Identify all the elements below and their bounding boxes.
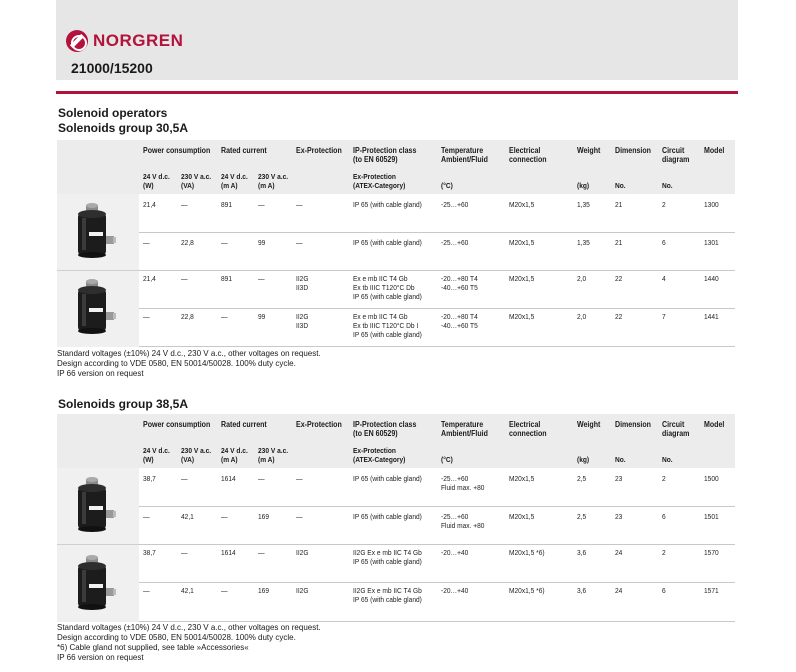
cell-power-24vdc: —: [143, 586, 150, 595]
subheader-24vdc-w: 24 V d.c.: [143, 172, 170, 181]
cell-temperature: -25…+60: [441, 474, 469, 483]
cell-weight: 1,35: [577, 200, 590, 209]
subheader-230vac-va: 230 V a.c.: [181, 446, 212, 455]
column-header-ex-protection: Ex-Protection: [296, 420, 342, 429]
cell-temperature: -25…+60: [441, 200, 469, 209]
column-header-dimension: Dimension: [615, 146, 651, 155]
subheader-ex-protection: Ex-Protection: [353, 172, 396, 181]
cell-power-230vac: 42,1: [181, 586, 194, 595]
cell-ex-protection-2: II3D: [296, 321, 309, 330]
column-header-current: Rated current: [221, 420, 267, 429]
cell-current-230vac: —: [258, 200, 265, 209]
cell-power-230vac: —: [181, 274, 188, 283]
cell-electrical-connection: M20x1,5 *6): [509, 548, 545, 557]
column-header-current: Rated current: [221, 146, 267, 155]
cell-ip-class: IP 65 (with cable gland): [353, 512, 422, 521]
cell-temperature-2: -40…+60 T5: [441, 321, 478, 330]
cell-current-24vdc: —: [221, 238, 228, 247]
cell-electrical-connection: M20x1,5: [509, 200, 535, 209]
subheader-unit-va: (VA): [181, 181, 195, 190]
cell-ex-protection: II2G: [296, 312, 309, 321]
subheader-230vac-va: 230 V a.c.: [181, 172, 212, 181]
note-line: IP 66 version on request: [57, 369, 144, 378]
cell-temperature: -20…+80 T4: [441, 274, 478, 283]
column-header-dimension: Dimension: [615, 420, 651, 429]
cell-ip-class: IP 65 (with cable gland): [353, 200, 422, 209]
cell-electrical-connection: M20x1,5 *6): [509, 586, 545, 595]
cell-power-24vdc: —: [143, 238, 150, 247]
note-line: Design according to VDE 0580, EN 50014/50028. 100% duty cycle.: [57, 359, 296, 368]
cell-ip-class-3: IP 65 (with cable gland): [353, 330, 422, 339]
note-line: Standard voltages (±10%) 24 V d.c., 230 V a.c., other voltages on request.: [57, 623, 321, 632]
cell-model: 1301: [704, 238, 719, 247]
cell-weight: 2,5: [577, 474, 587, 483]
subheader-unit-no: No.: [615, 455, 626, 464]
cell-power-230vac: —: [181, 548, 188, 557]
column-header-ex-protection: Ex-Protection: [296, 146, 342, 155]
section-title: Solenoid operators: [58, 106, 168, 120]
note-line: IP 66 version on request: [57, 653, 144, 662]
cell-current-24vdc: 891: [221, 200, 233, 209]
subheader-unit-w: (W): [143, 181, 154, 190]
note-line: Standard voltages (±10%) 24 V d.c., 230 V a.c., other voltages on request.: [57, 349, 321, 358]
solenoid-coil-icon: [73, 278, 117, 338]
subheader-unit-celsius: (°C): [441, 181, 453, 190]
subheader-24vdc-ma: 24 V d.c.: [221, 446, 248, 455]
subheader-ex-protection: Ex-Protection: [353, 446, 396, 455]
cell-temperature: -25…+60: [441, 512, 469, 521]
cell-dimension: 24: [615, 586, 623, 595]
cell-power-24vdc: 38,7: [143, 474, 156, 483]
subheader-unit-celsius: (°C): [441, 455, 453, 464]
cell-power-24vdc: —: [143, 512, 150, 521]
cell-temperature: -25…+60: [441, 238, 469, 247]
solenoid-table-38-5a: [57, 414, 735, 622]
cell-current-230vac: —: [258, 548, 265, 557]
cell-ip-class-2: IP 65 (with cable gland): [353, 595, 422, 604]
column-header-ip-class: IP-Protection class: [353, 146, 417, 155]
cell-dimension: 23: [615, 512, 623, 521]
subheader-unit-no-2: No.: [662, 181, 673, 190]
column-header-model: Model: [704, 420, 725, 429]
subheader-unit-no: No.: [615, 181, 626, 190]
cell-ip-class-2: Ex tb IIIC T120°C Db: [353, 283, 415, 292]
column-header-circuit-sub: diagram: [662, 155, 690, 164]
cell-current-24vdc: 1614: [221, 548, 236, 557]
cell-temperature: -20…+80 T4: [441, 312, 478, 321]
column-header-electrical-sub: connection: [509, 155, 547, 164]
cell-ex-protection: —: [296, 200, 303, 209]
cell-dimension: 22: [615, 274, 623, 283]
column-header-ip-class: IP-Protection class: [353, 420, 417, 429]
cell-ip-class: Ex e mb IIC T4 Gb: [353, 312, 408, 321]
subheader-unit-no-2: No.: [662, 455, 673, 464]
cell-current-24vdc: 891: [221, 274, 233, 283]
subheader-24vdc-w: 24 V d.c.: [143, 446, 170, 455]
cell-current-230vac: 169: [258, 512, 270, 521]
column-header-weight: Weight: [577, 146, 601, 155]
cell-model: 1441: [704, 312, 719, 321]
cell-ex-protection: II2G: [296, 548, 309, 557]
cell-current-230vac: 99: [258, 238, 266, 247]
cell-ex-protection: —: [296, 512, 303, 521]
cell-dimension: 23: [615, 474, 623, 483]
cell-circuit-diagram: 2: [662, 200, 666, 209]
cell-current-24vdc: —: [221, 586, 228, 595]
cell-weight: 3,6: [577, 586, 587, 595]
cell-model: 1501: [704, 512, 719, 521]
model-code: 21000/15200: [71, 60, 153, 76]
cell-ex-protection: II2G: [296, 274, 309, 283]
cell-weight: 3,6: [577, 548, 587, 557]
cell-power-24vdc: 38,7: [143, 548, 156, 557]
subheader-unit-ma: (m A): [221, 181, 238, 190]
cell-power-230vac: —: [181, 200, 188, 209]
cell-power-230vac: 42,1: [181, 512, 194, 521]
cell-power-24vdc: 21,4: [143, 274, 156, 283]
cell-weight: 2,5: [577, 512, 587, 521]
section-subtitle: Solenoids group 30,5A: [58, 121, 189, 135]
subheader-atex-category: (ATEX-Category): [353, 181, 406, 190]
cell-temperature-2: -40…+60 T5: [441, 283, 478, 292]
cell-ip-class: II2G Ex e mb IIC T4 Gb: [353, 586, 422, 595]
cell-circuit-diagram: 6: [662, 512, 666, 521]
cell-dimension: 22: [615, 312, 623, 321]
column-header-electrical: Electrical: [509, 420, 541, 429]
cell-current-24vdc: 1614: [221, 474, 236, 483]
brand-logo: [66, 30, 183, 52]
cell-ip-class: II2G Ex e mb IIC T4 Gb: [353, 548, 422, 557]
subheader-unit-ma-2: (m A): [258, 181, 275, 190]
divider: [56, 91, 738, 94]
column-header-circuit-sub: diagram: [662, 429, 690, 438]
note-line: Design according to VDE 0580, EN 50014/50028. 100% duty cycle.: [57, 633, 296, 642]
notes-table1: [57, 349, 321, 379]
cell-ex-protection: —: [296, 474, 303, 483]
cell-ip-class-2: IP 65 (with cable gland): [353, 557, 422, 566]
cell-circuit-diagram: 4: [662, 274, 666, 283]
cell-circuit-diagram: 6: [662, 238, 666, 247]
column-header-electrical-sub: connection: [509, 429, 547, 438]
column-header-temperature-sub: Ambient/Fluid: [441, 429, 488, 438]
cell-current-24vdc: —: [221, 312, 228, 321]
subheader-unit-ma: (m A): [221, 455, 238, 464]
cell-ex-protection: II2G: [296, 586, 309, 595]
section-title-2: Solenoids group 38,5A: [58, 397, 189, 411]
cell-temperature-2: Fluid max. +80: [441, 521, 485, 530]
cell-power-230vac: —: [181, 474, 188, 483]
note-line: *6) Cable gland not supplied, see table »Accessories«: [57, 643, 249, 652]
cell-weight: 2,0: [577, 312, 587, 321]
cell-model: 1300: [704, 200, 719, 209]
cell-current-230vac: —: [258, 274, 265, 283]
subheader-unit-va: (VA): [181, 455, 195, 464]
cell-ip-class-3: IP 65 (with cable gland): [353, 292, 422, 301]
cell-model: 1440: [704, 274, 719, 283]
cell-ip-class: IP 65 (with cable gland): [353, 474, 422, 483]
subheader-24vdc-ma: 24 V d.c.: [221, 172, 248, 181]
subheader-unit-kg: (kg): [577, 455, 590, 464]
cell-ip-class: IP 65 (with cable gland): [353, 238, 422, 247]
cell-ip-class: Ex e mb IIC T4 Gb: [353, 274, 408, 283]
solenoid-coil-icon: [73, 202, 117, 262]
cell-dimension: 24: [615, 548, 623, 557]
cell-model: 1500: [704, 474, 719, 483]
cell-electrical-connection: M20x1,5: [509, 238, 535, 247]
cell-dimension: 21: [615, 238, 623, 247]
column-header-power: Power consumption: [143, 420, 211, 429]
cell-power-24vdc: 21,4: [143, 200, 156, 209]
cell-model: 1571: [704, 586, 719, 595]
cell-temperature-2: Fluid max. +80: [441, 483, 485, 492]
column-header-circuit: Circuit: [662, 146, 685, 155]
norgren-logo-icon: [66, 30, 88, 52]
column-header-temperature: Temperature: [441, 146, 484, 155]
subheader-atex-category: (ATEX-Category): [353, 455, 406, 464]
cell-current-230vac: 169: [258, 586, 270, 595]
column-header-model: Model: [704, 146, 725, 155]
cell-electrical-connection: M20x1,5: [509, 274, 535, 283]
notes-table2: [57, 623, 321, 663]
cell-weight: 1,35: [577, 238, 590, 247]
cell-temperature: -20…+40: [441, 586, 469, 595]
cell-temperature: -20…+40: [441, 548, 469, 557]
subheader-230vac-ma: 230 V a.c.: [258, 172, 289, 181]
cell-current-24vdc: —: [221, 512, 228, 521]
cell-electrical-connection: M20x1,5: [509, 512, 535, 521]
cell-current-230vac: 99: [258, 312, 266, 321]
cell-power-24vdc: —: [143, 312, 150, 321]
column-header-circuit: Circuit: [662, 420, 685, 429]
column-header-electrical: Electrical: [509, 146, 541, 155]
column-header-temperature: Temperature: [441, 420, 484, 429]
cell-circuit-diagram: 2: [662, 474, 666, 483]
cell-electrical-connection: M20x1,5: [509, 474, 535, 483]
cell-ip-class-2: Ex tb IIIC T120°C Db I: [353, 321, 419, 330]
cell-power-230vac: 22,8: [181, 312, 194, 321]
subheader-unit-kg: (kg): [577, 181, 590, 190]
cell-ex-protection-2: II3D: [296, 283, 309, 292]
column-header-power: Power consumption: [143, 146, 211, 155]
cell-circuit-diagram: 2: [662, 548, 666, 557]
cell-circuit-diagram: 6: [662, 586, 666, 595]
column-header-ip-class-norm: (to EN 60529): [353, 429, 398, 438]
cell-electrical-connection: M20x1,5: [509, 312, 535, 321]
column-header-temperature-sub: Ambient/Fluid: [441, 155, 488, 164]
solenoid-table-30-5a: [57, 140, 735, 347]
subheader-unit-w: (W): [143, 455, 154, 464]
cell-dimension: 21: [615, 200, 623, 209]
cell-power-230vac: 22,8: [181, 238, 194, 247]
column-header-ip-class-norm: (to EN 60529): [353, 155, 398, 164]
cell-current-230vac: —: [258, 474, 265, 483]
cell-model: 1570: [704, 548, 719, 557]
cell-weight: 2,0: [577, 274, 587, 283]
solenoid-coil-icon: [73, 476, 117, 536]
cell-circuit-diagram: 7: [662, 312, 666, 321]
solenoid-coil-icon: [73, 554, 117, 614]
column-header-weight: Weight: [577, 420, 601, 429]
subheader-unit-ma-2: (m A): [258, 455, 275, 464]
subheader-230vac-ma: 230 V a.c.: [258, 446, 289, 455]
brand-name: NORGREN: [93, 31, 184, 50]
cell-ex-protection: —: [296, 238, 303, 247]
